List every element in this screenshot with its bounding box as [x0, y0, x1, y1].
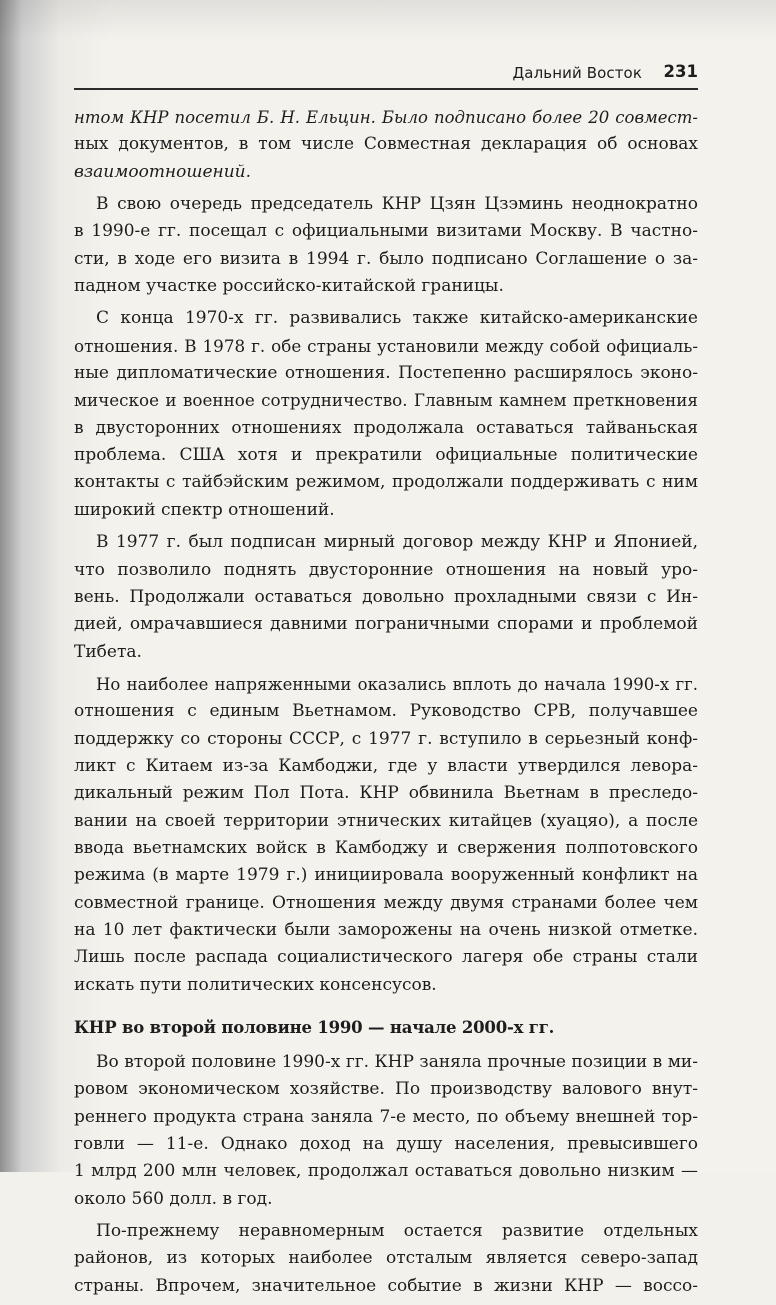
text-line: Но наиболее напряженными оказались вплоть до начала 1990-х гг. [96, 674, 698, 694]
text-line: ликт с Китаем из-за Камбоджи, где у власти утвердился левора- [74, 755, 698, 776]
text-line: в 1990-е гг. посещал с официальными визитами Москву. В частно- [74, 221, 698, 242]
page-number: 231 [663, 62, 698, 81]
text-line: вании на своей территории этнических китайцев (хуацяо), а после [74, 810, 698, 831]
paragraph [74, 104, 698, 186]
text-line: взаимоотношений. [74, 161, 252, 182]
text-line: страны. Впрочем, значительное событие в жизни КНР — воссо- [74, 1275, 698, 1296]
text-line: 1 млрд 200 млн человек, продолжал оставаться довольно низким — [74, 1161, 698, 1182]
text-line: что позволило поднять двусторонние отношения на новый уро- [74, 559, 698, 580]
paragraph [74, 191, 698, 300]
paragraph [74, 529, 698, 666]
paragraph [74, 1218, 698, 1300]
text-line: вень. Продолжали оставаться довольно прохладными связи с Ин- [74, 586, 698, 607]
text-line: В 1977 г. был подписан мирный договор между КНР и Японией, [96, 532, 698, 553]
text-line: сти, в ходе его визита в 1994 г. было подписано Соглашение о за- [74, 248, 698, 269]
paragraph [74, 671, 698, 999]
section-heading: КНР во второй половине 1990 — начале 2000-х гг. [74, 1018, 555, 1037]
text-line: ных документов, в том числе Совместная декларация об основах [74, 134, 698, 155]
text-line: районов, из которых наиболее отсталым является северо-запад [74, 1248, 698, 1269]
paragraph [74, 305, 698, 524]
text-line: Лишь после распада социалистического лагеря обе страны стали [74, 947, 698, 968]
text-line: падном участке российско-китайской границы. [74, 276, 504, 297]
text-line: искать пути политических консенсусов. [74, 974, 437, 995]
text-line: С конца 1970-х гг. развивались также китайско-американские [96, 308, 698, 329]
text-line: дикальный режим Пол Пота. КНР обвинила Вьетнам в преследо- [74, 783, 698, 804]
text-line: ные дипломатические отношения. Постепенно расширялось эконо- [74, 363, 698, 384]
text-line: отношения. В 1978 г. обе страны установили между собой официаль- [74, 335, 698, 356]
text-line: По-прежнему неравномерным остается развитие отдельных [96, 1221, 698, 1242]
text-line: реннего продукта страна заняла 7-е место, по объему внешней тор- [74, 1106, 698, 1127]
text-line: около 560 долл. в год. [74, 1188, 273, 1209]
page-body [74, 104, 698, 1305]
text-line: отношения с единым Вьетнамом. Руководство СРВ, получавшее [74, 701, 698, 722]
text-line: Во второй половине 1990-х гг. КНР заняла прочные позиции в ми- [96, 1052, 698, 1072]
text-line: В свою очередь председатель КНР Цзян Цзэминь неоднократно [96, 194, 698, 215]
text-line: нтом КНР посетил Б. Н. Ельцин. Было подписано более 20 совмест- [74, 108, 698, 127]
text-line: Тибета. [74, 641, 142, 662]
text-line: на 10 лет фактически были заморожены на очень низкой отметке. [74, 919, 698, 940]
text-line: проблема. США хотя и прекратили официальные политические [74, 445, 698, 466]
text-line: ввода вьетнамских войск в Камбоджу и свержения полпотовского [74, 837, 698, 858]
running-header [74, 62, 698, 90]
text-line: поддержку со стороны СССР, с 1977 г. вступило в серьезный конф- [74, 728, 698, 749]
text-line: режима (в марте 1979 г.) инициировала вооруженный конфликт на [74, 865, 698, 886]
text-line: мическое и военное сотрудничество. Главным камнем преткновения [74, 390, 698, 411]
running-title: Дальний Восток [512, 64, 642, 82]
paragraph [74, 1049, 698, 1213]
text-line: в двусторонних отношениях продолжала оставаться тайваньская [74, 417, 698, 438]
text-line: говли — 11-е. Однако доход на душу населения, превысившего [74, 1134, 698, 1155]
text-line: дией, омрачавшиеся давними пограничными спорами и проблемой [74, 614, 698, 635]
text-line: контакты с тайбэйским режимом, продолжали поддерживать с ним [74, 472, 698, 493]
text-line: широкий спектр отношений. [74, 499, 335, 520]
page-shadow [0, 0, 776, 40]
text-line: ровом экономическом хозяйстве. По производству валового внут- [74, 1079, 698, 1100]
text-line: совместной границе. Отношения между двумя странами более чем [74, 892, 698, 913]
